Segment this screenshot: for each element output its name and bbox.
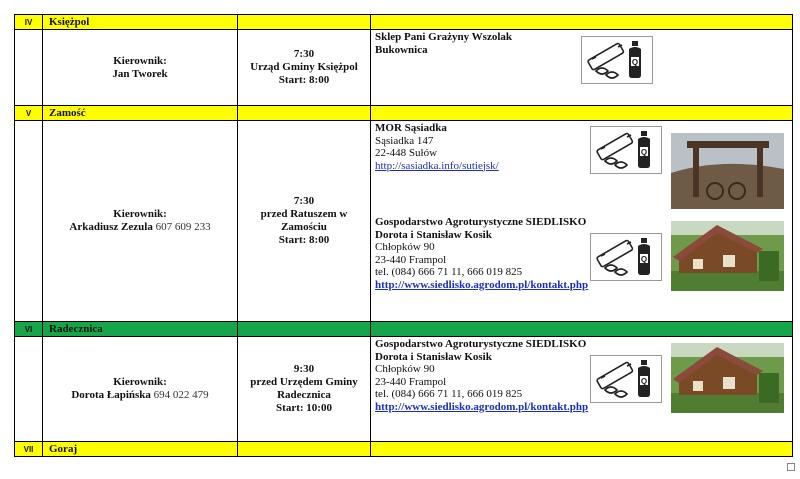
section-name: Zamość [43, 106, 238, 121]
venue-info-mor [375, 122, 499, 172]
table-resize-handle[interactable] [787, 463, 795, 471]
section-name: Radecznica [43, 322, 238, 337]
section-number: V [15, 106, 43, 121]
wooden-gate-photo [671, 133, 784, 209]
snack-drink-icon [590, 233, 662, 281]
manager-name: Jan Tworek [112, 67, 168, 80]
meeting-place: przed Urzędem Gminy Radecznica [250, 376, 358, 401]
section-row-iv [15, 30, 793, 106]
venue-title: Sklep Pani Grażyny Wszolak [375, 31, 513, 43]
section-name: Goraj [43, 442, 238, 457]
section-header-iv [15, 15, 793, 30]
start-time: Start: 8:00 [278, 234, 330, 246]
start-time: Start: 8:00 [278, 74, 330, 86]
section-number: IV [15, 15, 43, 30]
section-header-vi [15, 322, 793, 337]
snack-drink-icon [581, 36, 653, 84]
manager-cell [43, 30, 238, 106]
venue-line: 23-440 Frampol [375, 375, 447, 388]
venue-title: MOR Sąsiadka [375, 122, 447, 134]
venue-info-siedlisko [375, 338, 588, 413]
venue-link[interactable]: http://www.siedlisko.agrodom.pl/kontakt.php [375, 278, 589, 291]
manager-cell [43, 121, 238, 322]
section-header-vii [15, 442, 793, 457]
meeting-time: 9:30 [293, 363, 315, 375]
section-row-vi [15, 337, 793, 442]
venue-link[interactable]: http://sasiadka.info/sutiejsk/ [375, 159, 499, 172]
venue-line: Chłopków 90 [375, 363, 435, 375]
snack-drink-icon [590, 355, 662, 403]
venue-line: Bukownica [375, 43, 428, 56]
manager-name: Dorota Łapińska [71, 389, 151, 401]
schedule-table [14, 14, 793, 457]
venue-subtitle: Dorota i Stanisław Kosik [375, 350, 492, 363]
venue-line: Sąsiadka 147 [375, 134, 434, 147]
section-number: VII [15, 442, 43, 457]
meeting-cell [238, 121, 371, 322]
venue-cell [371, 30, 793, 106]
meeting-place: Urząd Gminy Księżpol [250, 61, 358, 73]
venue-link[interactable]: http://www.siedlisko.agrodom.pl/kontakt.php [375, 400, 589, 413]
wooden-house-photo [671, 221, 784, 291]
venue-line: 23-440 Frampol [375, 253, 447, 266]
venue-cell [371, 337, 793, 442]
wooden-house-photo [671, 343, 784, 413]
venue-cell [371, 121, 793, 322]
venue-line: tel. (084) 666 71 11, 666 019 825 [375, 266, 523, 278]
manager-label: Kierownik: [113, 54, 167, 67]
venue-title: Gospodarstwo Agroturystyczne SIEDLISKO [375, 216, 587, 228]
venue-title: Gospodarstwo Agroturystyczne SIEDLISKO [375, 338, 587, 350]
section-number: VI [15, 322, 43, 337]
venue-line: Chłopków 90 [375, 241, 435, 253]
section-row-v [15, 121, 793, 322]
section-header-v [15, 106, 793, 121]
manager-label: Kierownik: [113, 376, 167, 388]
venue-line: 22-448 Sułów [375, 147, 438, 159]
manager-name: Arkadiusz Zezula [69, 221, 153, 233]
venue-line: tel. (084) 666 71 11, 666 019 825 [375, 388, 523, 400]
manager-label: Kierownik: [113, 208, 167, 220]
section-name: Księżpol [43, 15, 238, 30]
snack-drink-icon [590, 126, 662, 174]
meeting-cell [238, 337, 371, 442]
manager-phone: 607 609 233 [155, 221, 211, 233]
manager-cell [43, 337, 238, 442]
meeting-time: 7:30 [293, 48, 315, 60]
venue-info [375, 31, 512, 56]
meeting-time: 7:30 [293, 195, 315, 207]
meeting-place: przed Ratuszem w Zamościu [260, 208, 348, 233]
venue-subtitle: Dorota i Stanisław Kosik [375, 228, 492, 241]
venue-info-siedlisko [375, 216, 588, 291]
start-time: Start: 10:00 [276, 402, 332, 414]
meeting-cell [238, 30, 371, 106]
manager-phone: 694 022 479 [153, 389, 209, 401]
